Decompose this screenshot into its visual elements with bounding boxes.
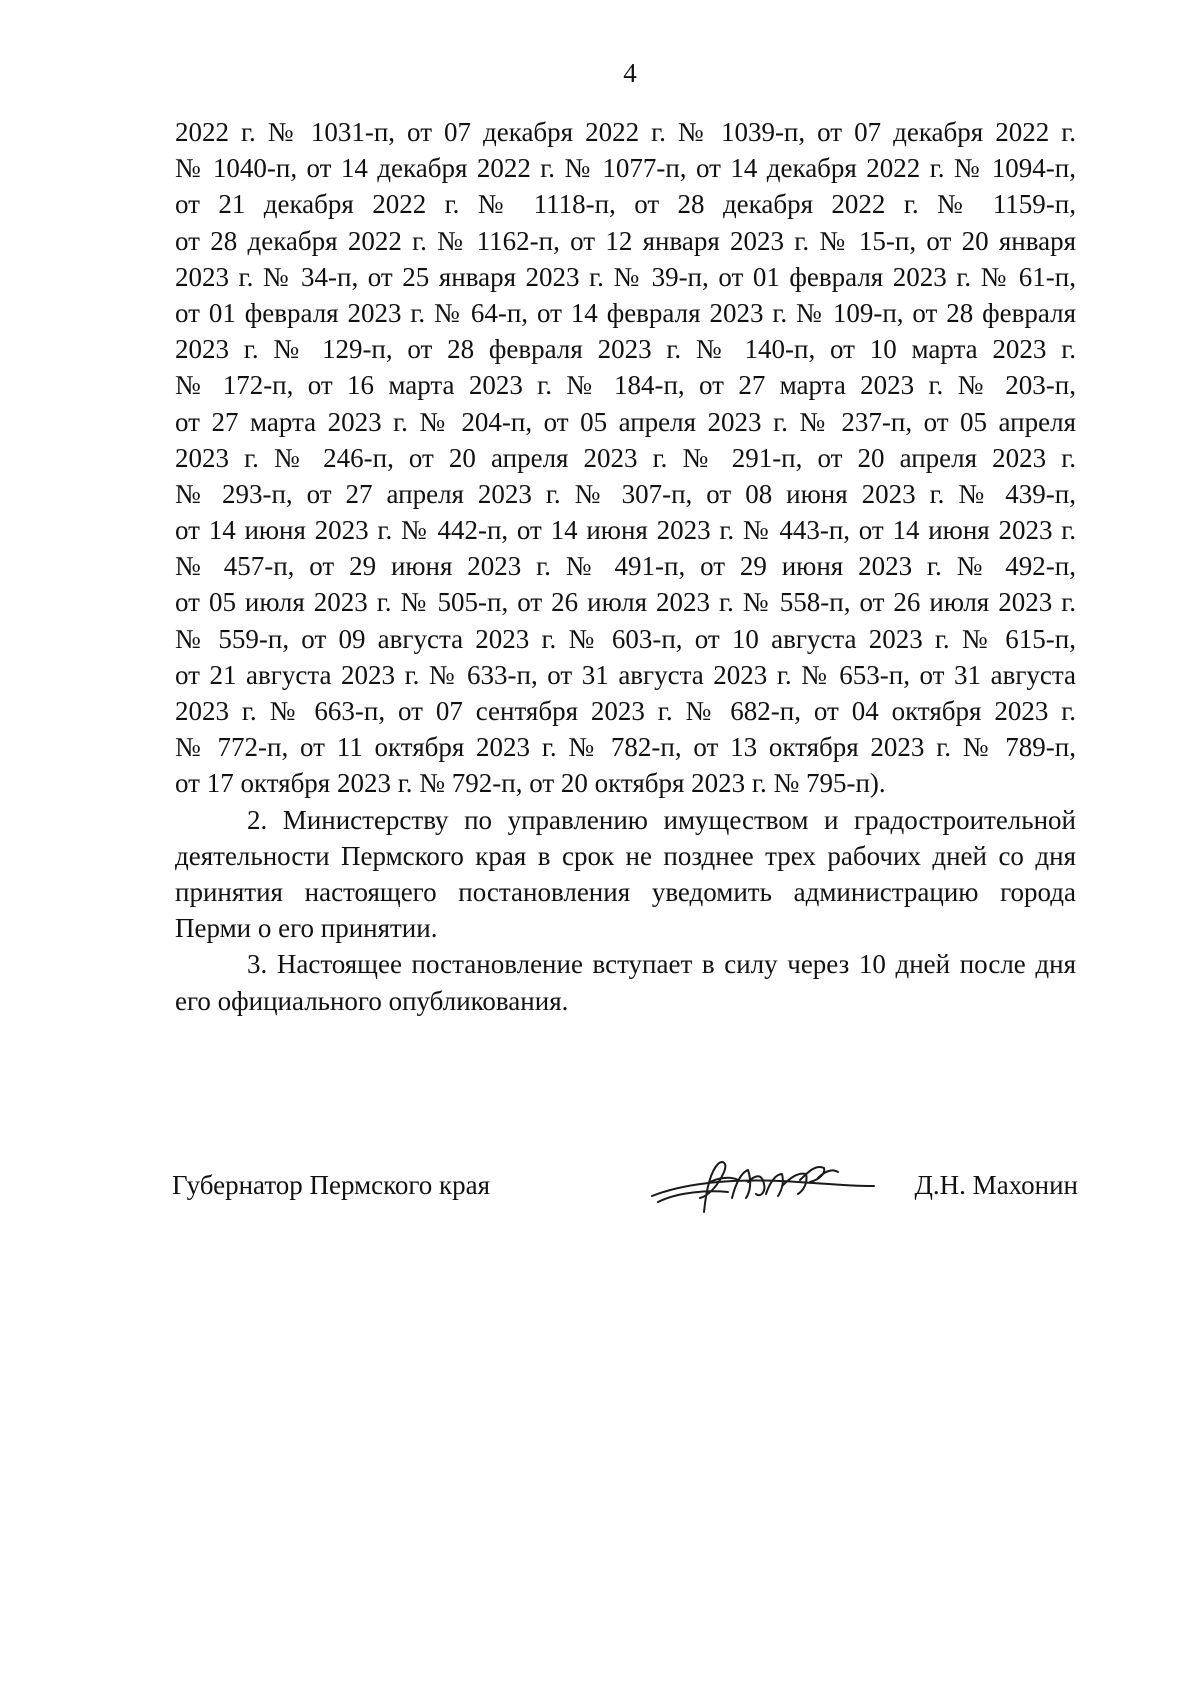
text-line: № 559-п, от 09 августа 2023 г. № 603-п, от 10 августа 2023 г. № 615-п,	[175, 623, 1076, 654]
text-line: 2023 г. № 246-п, от 20 апреля 2023 г. № 291-п, от 20 апреля 2023 г.	[175, 442, 1076, 473]
text-line: 2023 г. № 663-п, от 07 сентября 2023 г. № 682-п, от 04 октября 2023 г.	[175, 696, 1076, 726]
text-line: № 172-п, от 16 марта 2023 г. № 184-п, от 27 марта 2023 г. № 203-п,	[175, 370, 1076, 401]
text-line: № 1040-п, от 14 декабря 2022 г. № 1077-п, от 14 декабря 2022 г. № 1094-п,	[175, 153, 1076, 184]
text-line: его официального опубликования.	[175, 985, 569, 1016]
text-line: № 772-п, от 11 октября 2023 г. № 782-п, от 13 октября 2023 г. № 789-п,	[175, 732, 1076, 763]
text-line: № 457-п, от 29 июня 2023 г. № 491-п, от 29 июня 2023 г. № 492-п,	[175, 551, 1076, 582]
text-line: № 293-п, от 27 апреля 2023 г. № 307-п, от 08 июня 2023 г. № 439-п,	[175, 478, 1076, 509]
text-line: 2. Министерству по управлению имуществом и градостроительной	[247, 804, 1076, 835]
body-text	[175, 114, 1076, 1019]
page-number: 4	[623, 58, 637, 88]
signatory-name: Д.Н. Махонин	[914, 1170, 1078, 1200]
list-continuation	[175, 114, 1076, 802]
text-line: от 01 февраля 2023 г. № 64-п, от 14 февраля 2023 г. № 109-п, от 28 февраля	[175, 297, 1076, 328]
signature-block	[172, 1164, 1078, 1220]
handwritten-signature-icon	[648, 1152, 878, 1222]
text-line: от 21 декабря 2022 г. № 1118-п, от 28 декабря 2022 г. № 1159-п,	[175, 189, 1076, 220]
text-line: от 27 марта 2023 г. № 204-п, от 05 апреля 2023 г. № 237-п, от 05 апреля	[175, 406, 1076, 437]
paragraph-2	[175, 802, 1076, 947]
text-line: 2023 г. № 129-п, от 28 февраля 2023 г. № 140-п, от 10 марта 2023 г.	[175, 334, 1076, 365]
text-line: Перми о его принятии.	[175, 913, 438, 944]
paragraph-3	[175, 946, 1076, 1018]
text-line: от 21 августа 2023 г. № 633-п, от 31 августа 2023 г. № 653-п, от 31 августа	[175, 659, 1076, 690]
text-line: принятия настоящего постановления уведомить администрацию города	[175, 876, 1076, 907]
text-line: от 14 июня 2023 г. № 442-п, от 14 июня 2023 г. № 443-п, от 14 июня 2023 г.	[175, 515, 1076, 546]
text-line: от 17 октября 2023 г. № 792-п, от 20 октября 2023 г. № 795-п).	[175, 768, 886, 799]
text-line: 2023 г. № 34-п, от 25 января 2023 г. № 39-п, от 01 февраля 2023 г. № 61-п,	[175, 261, 1076, 292]
text-line: 3. Настоящее постановление вступает в силу через 10 дней после дня	[247, 949, 1076, 980]
signatory-position: Губернатор Пермского края	[172, 1170, 491, 1200]
text-line: 2022 г. № 1031-п, от 07 декабря 2022 г. № 1039-п, от 07 декабря 2022 г.	[175, 117, 1076, 147]
text-line: деятельности Пермского края в срок не позднее трех рабочих дней со дня	[175, 840, 1076, 871]
text-line: от 28 декабря 2022 г. № 1162-п, от 12 января 2023 г. № 15-п, от 20 января	[175, 225, 1076, 256]
text-line: от 05 июля 2023 г. № 505-п, от 26 июля 2023 г. № 558-п, от 26 июля 2023 г.	[175, 587, 1076, 618]
